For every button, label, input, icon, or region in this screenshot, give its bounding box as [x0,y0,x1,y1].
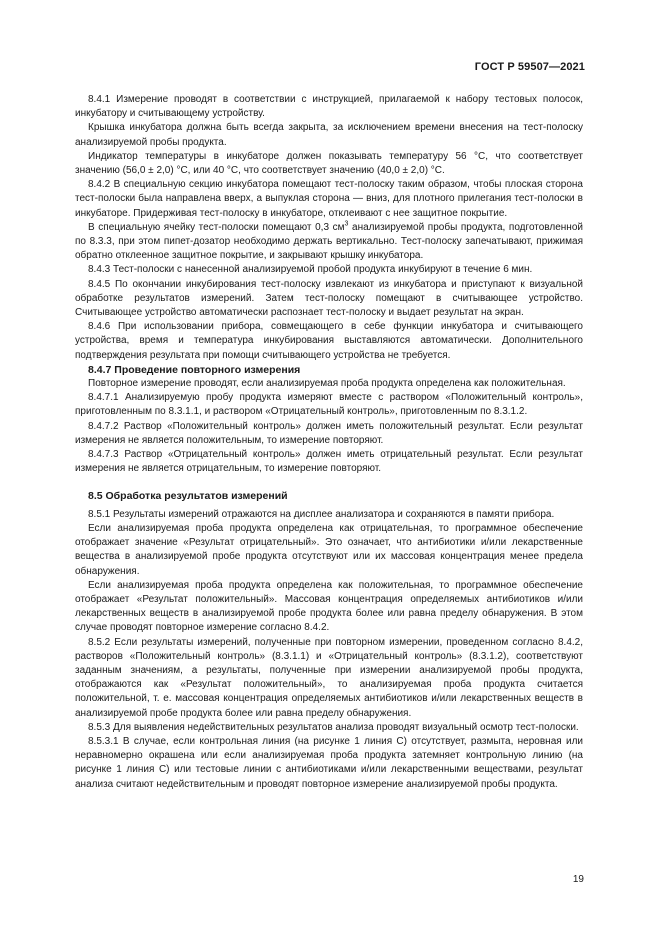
section-heading: 8.5 Обработка результатов измерений [88,490,288,503]
paragraph [75,221,583,264]
paragraph: 8.4.6 При использовании прибора, совмещающего в себе функции инкубатора и считывающего устройства, время и температура инкубирования выставляются автоматически. Дополнительного подтверждения результата при помощи считывающего устройства не требуется. [75,321,583,361]
paragraph: Индикатор температуры в инкубаторе должен показывать температуру 56 °С, что соответствует значению (56,0 ± 2,0) °С, или 40 °С, что соответствует значению (40,0 ± 2,0) °С. [75,150,583,177]
page-number: 19 [572,874,584,885]
paragraph: 8.4.7.1 Анализируемую пробу продукта измеряют вместе с раствором «Положительный контроль», приготовленным по 8.3.1.1, и раствором «Отрицательный контроль», приготовленным по 8.3.1.2. [75,392,583,418]
paragraph: Повторное измерение проводят, если анализируемая проба продукта определена как положительная. [88,378,566,390]
document-body [75,93,583,792]
paragraph: Крышка инкубатора должна быть всегда закрыта, за исключением времени внесения на тест-полоску анализируемой пробы продукта. [75,122,583,148]
paragraph: 8.4.3 Тест-полоски с нанесенной анализируемой пробой продукта инкубируют в течение 6 мин. [88,264,533,276]
paragraph: Если анализируемая проба продукта определена как отрицательная, то программное обеспечение отображает значение «Результат отрицательный». Это означает, что антибиотики и/или лекарственные вещества в анализируемой пробе продукта отсутствуют или их массовая концентрация менее предела обнаружения. [75,522,583,577]
superscript: 3 [344,220,349,228]
paragraph-part: В специальную ячейку тест-полоски помещают 0,3 см [88,221,345,233]
paragraph-part: анализируемой пробы продукта, подготовленной по 8.3.3, при этом пипет-дозатор необходимо держать вертикально. Тест-полоску запечатывают, прижимая обратно отклеенное защитное покрытие, и закрывают крышку инкубатора. [75,221,583,262]
paragraph: Если анализируемая проба продукта определена как положительная, то программное обеспечение отображает «Результат положительный». Массовая концентрация определяемых антибиотиков и/или лекарственных веществ в анализируемой пробе продукта более или равна пределу обнаружения. В этом случае проводят повторное измерение согласно 8.4.2. [75,579,583,634]
section-heading: 8.4.7 Проведение повторного измерения [88,363,301,376]
paragraph: 8.5.1 Результаты измерений отражаются на дисплее анализатора и сохраняются в памяти прибора. [88,508,555,520]
paragraph: 8.4.7.2 Раствор «Положительный контроль» должен иметь положительный результат. Если результат измерения не является положительным, то измерение повторяют. [75,420,583,446]
paragraph: 8.5.3.1 В случае, если контрольная линия (на рисунке 1 линия С) отсутствует, размыта, неровная или неравномерно окрашена или если анализируемая проба продукта затемняет контрольную линию (на рисунке 1 линия С) или тестовые линии с антибиотиками и/или лекарственными веществами, результат анализа считают недействительным и проводят повторное измерение анализируемой пробы продукта. [75,735,583,790]
paragraph: 8.4.5 По окончании инкубирования тест-полоску извлекают из инкубатора и приступают к визуальной обработке результатов измерений. Затем тест-полоску помещают в считывающее устройство. Считывающее устройство автоматически распознает тест-полоску и выдает результат на экран. [75,278,583,319]
paragraph: 8.5.3 Для выявления недействительных результатов анализа проводят визуальный осмотр тест-полоски. [88,721,579,733]
paragraph: 8.4.1 Измерение проводят в соответствии с инструкцией, прилагаемой к набору тестовых полосок, инкубатору и считывающему устройству. [75,94,583,120]
paragraph: 8.4.2 В специальную секцию инкубатора помещают тест-полоску таким образом, чтобы плоская сторона тест-полоски была направлена вверх, а выпуклая сторона — вниз, для плотного прилегания тест-полоски в инкубаторе. Придерживая тест-полоску в инкубаторе, отклеивают с нее защитное покрытие. [75,179,583,219]
paragraph: 8.5.2 Если результаты измерений, полученные при повторном измерении, проведенном согласно 8.4.2, растворов «Положительный контроль» (8.3.1.1) и «Отрицательный контроль» (8.3.1.2), соответствуют заданным значениям, а результаты, полученные при измерении анализируемой пробы продукта, отображаются как «Результат положительный», то анализируемая проба продукта считается положительной, т. е. массовая концентрация определяемых антибиотиков и/или лекарственных веществ в анализируемой пробе продукта более или равна пределу обнаружения. [75,636,583,719]
paragraph: 8.4.7.3 Раствор «Отрицательный контроль» должен иметь отрицательный результат. Если результат измерения не является отрицательным, то измерение повторяют. [75,449,583,475]
standard-number: ГОСТ Р 59507—2021 [474,61,585,73]
